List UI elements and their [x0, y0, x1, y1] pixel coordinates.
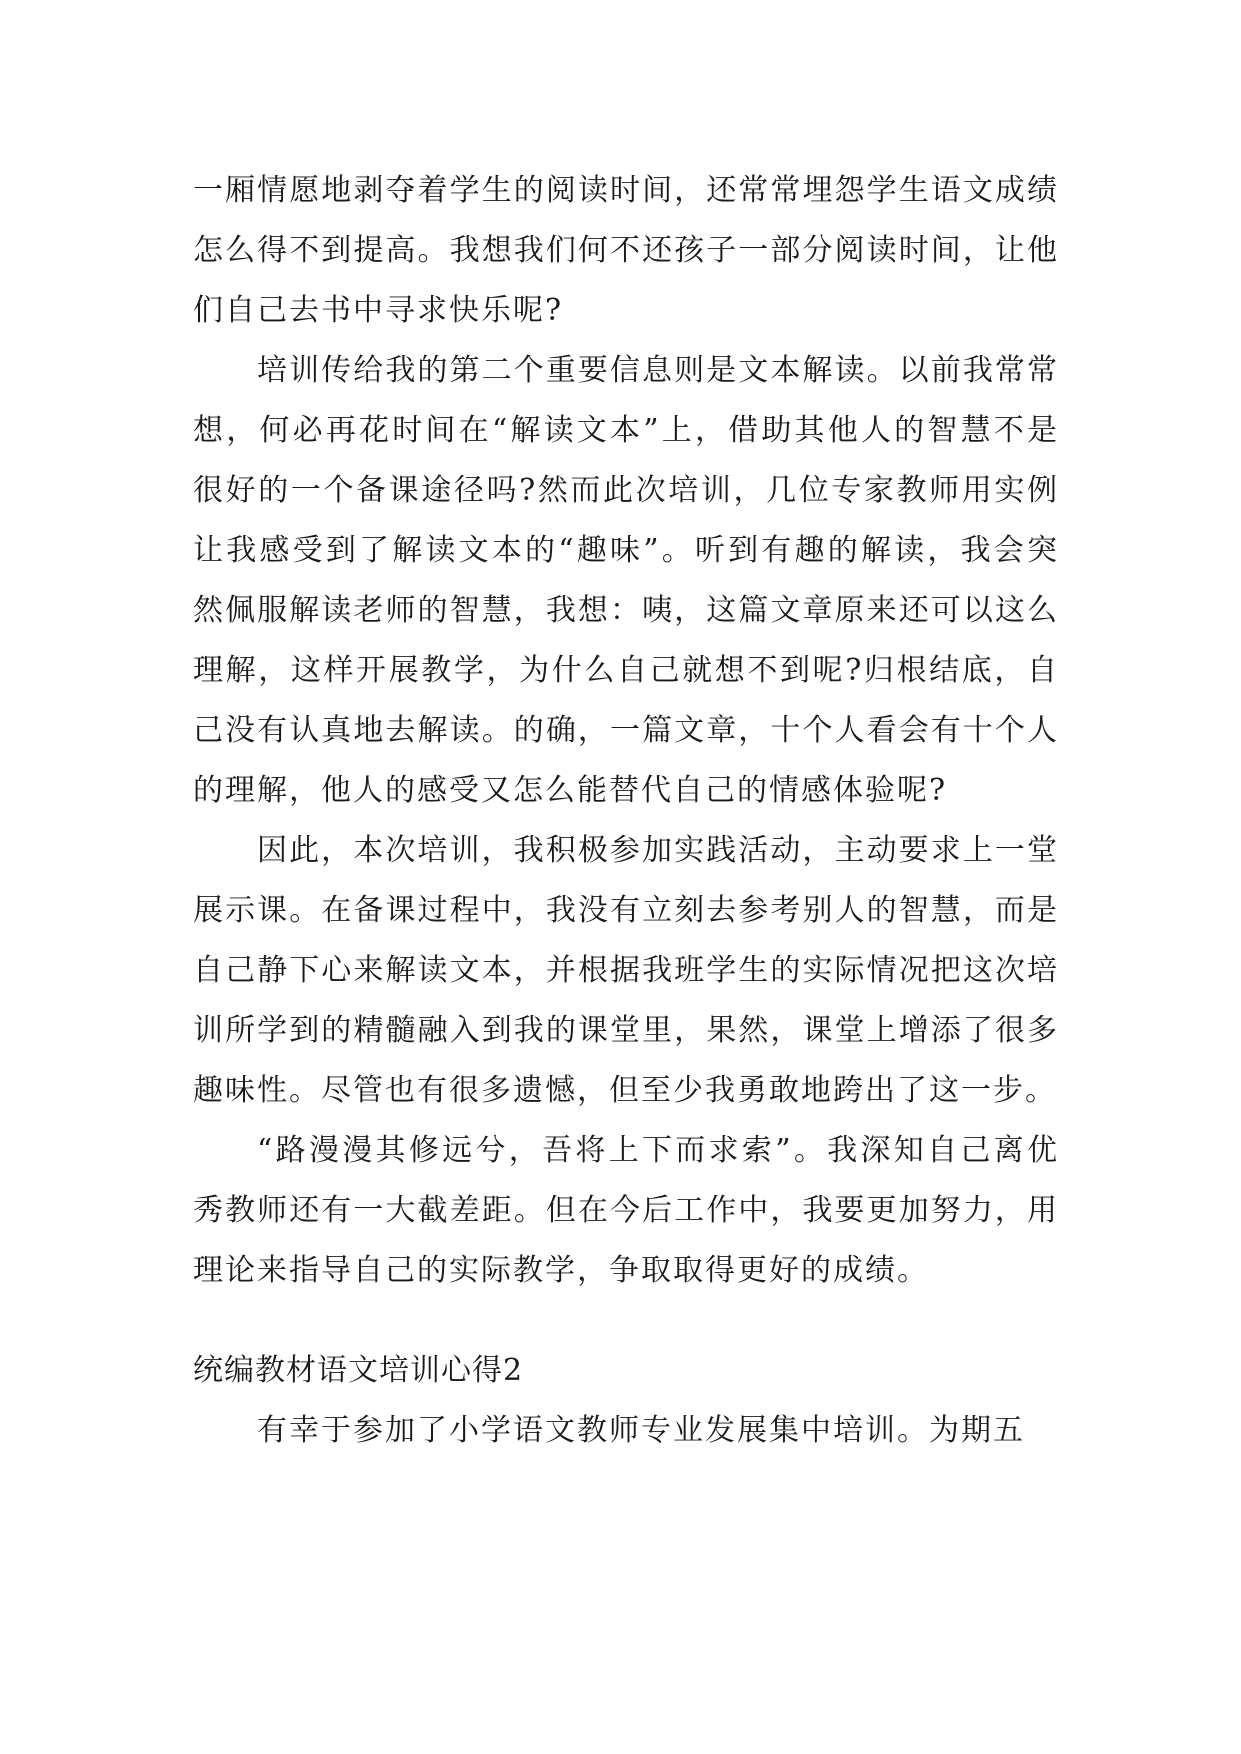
paragraph-continuation: 一厢情愿地剥夺着学生的阅读时间，还常常埋怨学生语文成绩怎么得不到提高。我想我们何不还孩子一部分阅读时间，让他们自己去书中寻求快乐呢?: [193, 173, 1059, 328]
section-title: 统编教材语文培训心得2: [193, 1353, 524, 1388]
paragraph-conclusion: “路漫漫其修远兮，吾将上下而求索”。我深知自己离优秀教师还有一大截差距。但在今后工作中，我要更加努力，用理论来指导自己的实际教学，争取取得更好的成绩。: [193, 1133, 1059, 1288]
paragraph-practice-lesson: 因此，本次培训，我积极参加实践活动，主动要求上一堂展示课。在备课过程中，我没有立刻去参考别人的智慧，而是自己静下心来解读文本，并根据我班学生的实际情况把这次培训所学到的精髓融入到我的课堂里，果然，课堂上增添了很多趣味性。尽管也有很多遗憾，但至少我勇敢地跨出了这一步。: [193, 833, 1059, 1108]
paragraph-text-interpretation: 培训传给我的第二个重要信息则是文本解读。以前我常常想，何必再花时间在“解读文本”上，借助其他人的智慧不是很好的一个备课途径吗?然而此次培训，几位专家教师用实例让我感受到了解读文本的“趣味”。听到有趣的解读，我会突然佩服解读老师的智慧，我想：咦，这篇文章原来还可以这么理解，这样开展教学，为什么自己就想不到呢?归根结底，自己没有认真地去解读。的确，一篇文章，十个人看会有十个人的理解，他人的感受又怎么能替代自己的情感体验呢?: [193, 353, 1059, 808]
document-page: [193, 161, 1059, 1461]
paragraph-section-2-intro: 有幸于参加了小学语文教师专业发展集中培训。为期五: [257, 1413, 1025, 1448]
